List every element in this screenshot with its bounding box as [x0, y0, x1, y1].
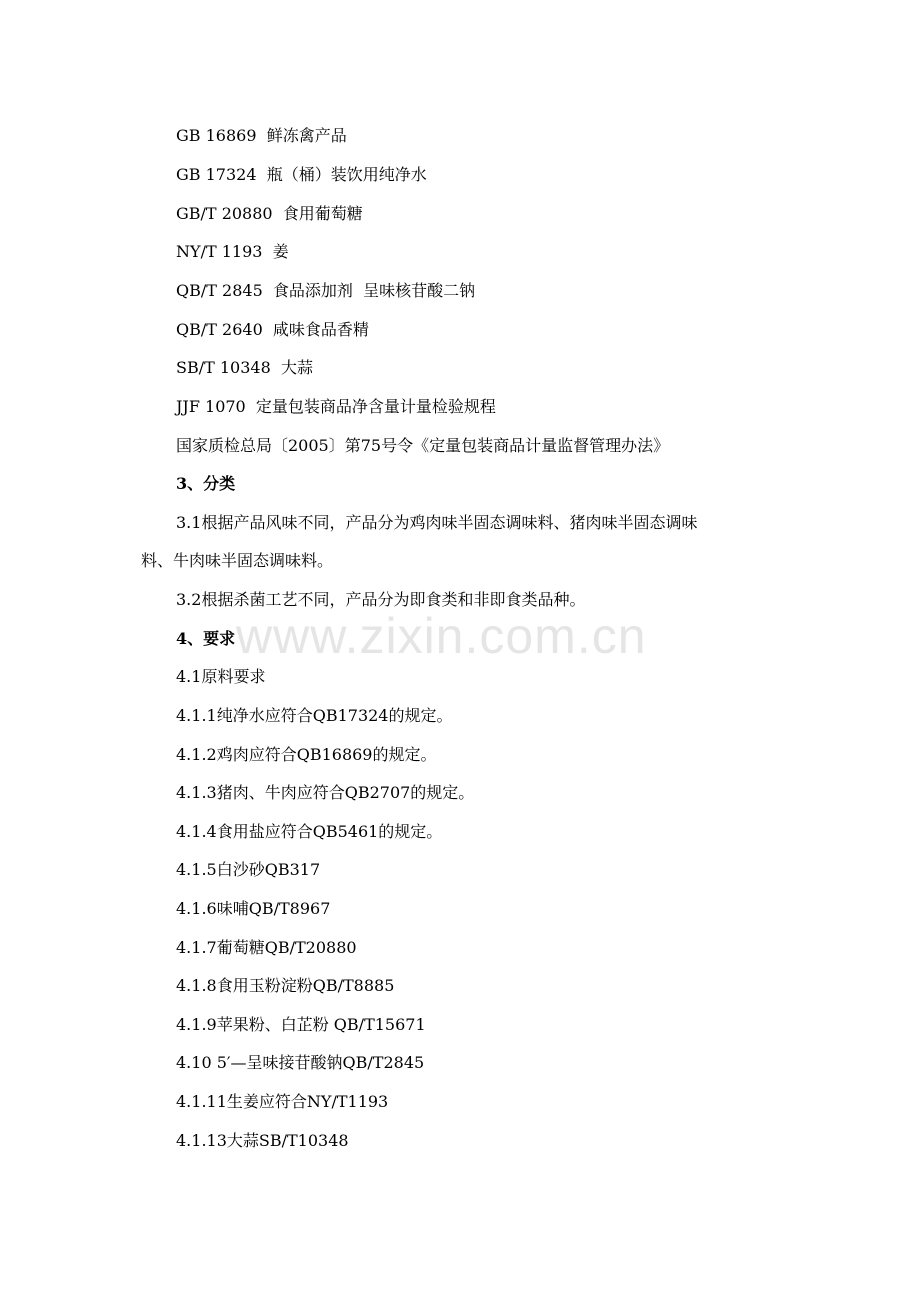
standard-line: SB/T 10348 大蒜	[176, 358, 313, 377]
standard-line: 国家质检总局〔2005〕第75号令《定量包装商品计量监督管理办法》	[176, 436, 670, 455]
standard-line: JJF 1070 定量包装商品净含量计量检验规程	[176, 397, 496, 416]
requirement-item: 4.1.8食用玉粉淀粉QB/T8885	[176, 976, 395, 995]
standard-line: GB 16869 鲜冻禽产品	[176, 126, 347, 145]
requirement-item: 4.1.3猪肉、牛肉应符合QB2707的规定。	[176, 783, 475, 802]
section-heading-classification: 3、分类	[176, 474, 236, 493]
requirement-item: 4.10 5′—呈味接苷酸钠QB/T2845	[176, 1053, 425, 1072]
paragraph-line: 料、牛肉味半固态调味料。	[141, 551, 334, 570]
standard-line: NY/T 1193 姜	[176, 242, 289, 261]
subsection-heading: 4.1原料要求	[176, 667, 266, 686]
requirement-item: 4.1.7葡萄糖QB/T20880	[176, 938, 357, 957]
requirement-item: 4.1.5白沙砂QB317	[176, 860, 321, 879]
standard-line: QB/T 2845 食品添加剂 呈味核苷酸二钠	[176, 281, 476, 300]
requirement-item: 4.1.2鸡肉应符合QB16869的规定。	[176, 745, 437, 764]
requirement-item: 4.1.4食用盐应符合QB5461的规定。	[176, 822, 443, 841]
paragraph-line: 3.1根据产品风味不同，产品分为鸡肉味半固态调味料、猪肉味半固态调味	[176, 513, 698, 532]
requirement-item: 4.1.13大蒜SB/T10348	[176, 1131, 349, 1150]
standard-line: GB 17324 瓶（桶）装饮用纯净水	[176, 165, 427, 184]
paragraph-line: 3.2根据杀菌工艺不同，产品分为即食类和非即食类品种。	[176, 590, 586, 609]
standard-line: QB/T 2640 咸味食品香精	[176, 320, 369, 339]
requirement-item: 4.1.1纯净水应符合QB17324的规定。	[176, 706, 453, 725]
watermark: www.zixin.com.cn	[236, 608, 647, 664]
section-heading-requirements: 4、要求	[176, 629, 236, 648]
requirement-item: 4.1.9苹果粉、白芷粉 QB/T15671	[176, 1015, 426, 1034]
requirement-item: 4.1.11生姜应符合NY/T1193	[176, 1092, 389, 1111]
requirement-item: 4.1.6味哺QB/T8967	[176, 899, 331, 918]
standard-line: GB/T 20880 食用葡萄糖	[176, 204, 363, 223]
